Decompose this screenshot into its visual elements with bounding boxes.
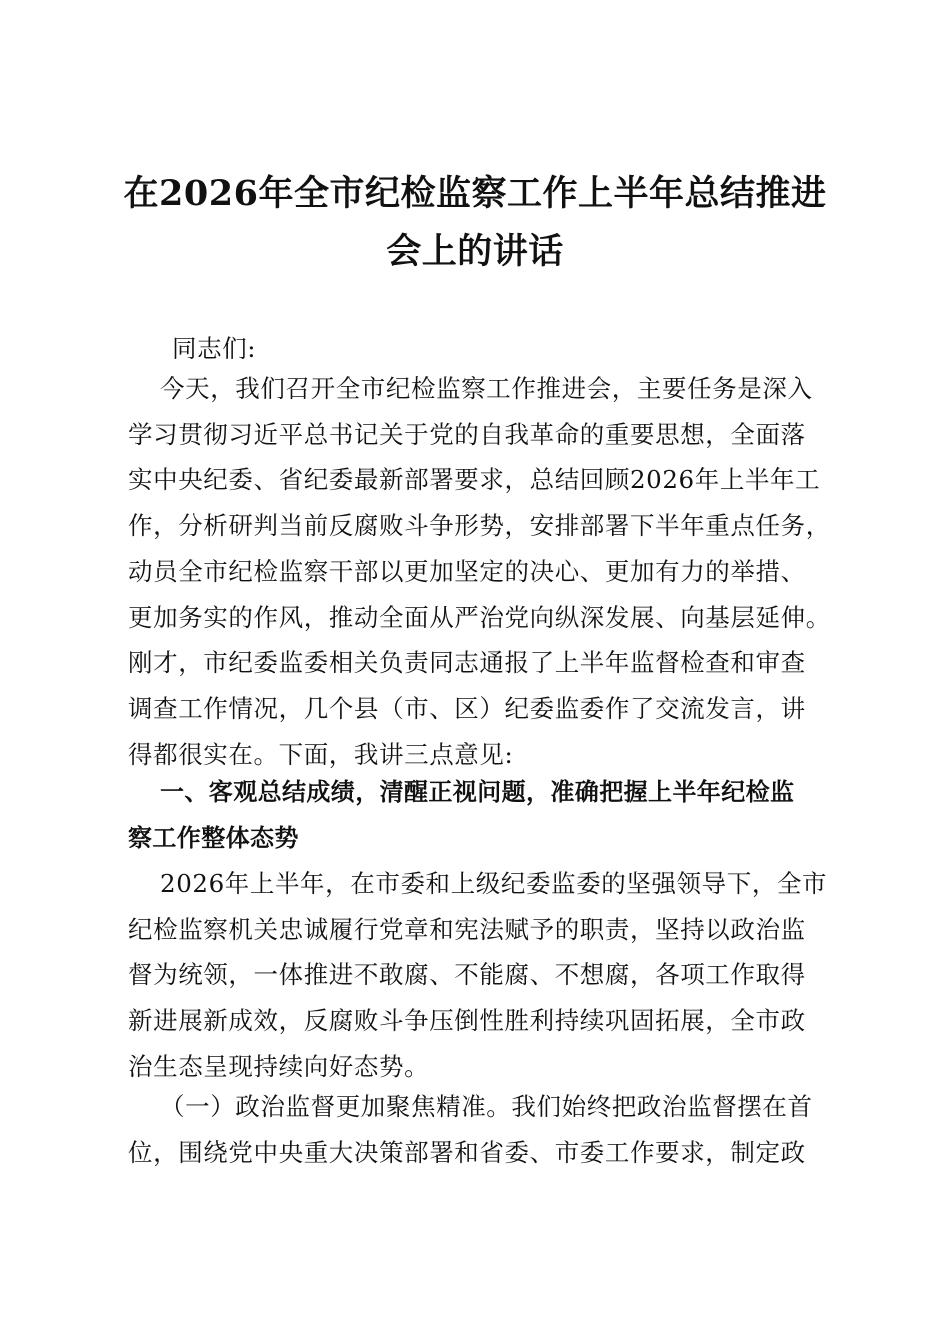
text-line: 督为统领，一体推进不敢腐、不能腐、不想腐，各项工作取得 bbox=[128, 960, 806, 990]
text-line: 更加务实的作风，推动全面从严治党向纵深发展、向基层延伸。 bbox=[128, 602, 831, 632]
paragraph-political-supervision bbox=[128, 1084, 840, 1175]
text-line: 治生态呈现持续向好态势。 bbox=[128, 1051, 430, 1081]
heading-line: 察工作整体态势 bbox=[128, 823, 299, 852]
text-line: 实中央纪委、省纪委最新部署要求，总结回顾2026年上半年工 bbox=[128, 465, 821, 495]
text-line: 动员全市纪检监察干部以更加坚定的决心、更加有力的举措、 bbox=[128, 556, 806, 586]
text-line: 新进展新成效，反腐败斗争压倒性胜利持续巩固拓展，全市政 bbox=[128, 1006, 806, 1036]
text-line: 位，围绕党中央重大决策部署和省委、市委工作要求，制定政 bbox=[128, 1137, 806, 1167]
text-line: 作，分析研判当前反腐败斗争形势，安排部署下半年重点任务， bbox=[128, 511, 831, 541]
text-line: 学习贯彻习近平总书记关于党的自我革命的重要思想，全面落 bbox=[128, 419, 806, 449]
text-line: 调查工作情况，几个县（市、区）纪委监委作了交流发言，讲 bbox=[128, 693, 806, 723]
paragraph-summary bbox=[128, 861, 840, 1090]
section-heading-1 bbox=[128, 770, 840, 861]
text-line: （一）政治监督更加聚焦精准。我们始终把政治监督摆在首 bbox=[160, 1092, 813, 1121]
text-line: 得都很实在。下面，我讲三点意见: bbox=[128, 739, 514, 769]
document-title bbox=[100, 165, 850, 281]
text-line: 纪检监察机关忠诚履行党章和宪法赋予的职责，坚持以政治监 bbox=[128, 914, 806, 944]
title-line: 会上的讲话 bbox=[386, 231, 564, 272]
text-line: 刚才，市纪委监委相关负责同志通报了上半年监督检查和审查 bbox=[128, 648, 806, 678]
title-line: 在2026年全市纪检监察工作上半年总结推进 bbox=[123, 173, 827, 214]
text-line: 2026年上半年，在市委和上级纪委监委的坚强领导下，全市 bbox=[160, 869, 828, 898]
salutation bbox=[128, 326, 840, 372]
salutation-text: 同志们: bbox=[172, 334, 257, 363]
text-line: 今天，我们召开全市纪检监察工作推进会，主要任务是深入 bbox=[160, 374, 813, 403]
paragraph-opening bbox=[128, 366, 840, 777]
heading-line: 一、客观总结成绩，清醒正视问题，准确把握上半年纪检监 bbox=[160, 778, 795, 806]
